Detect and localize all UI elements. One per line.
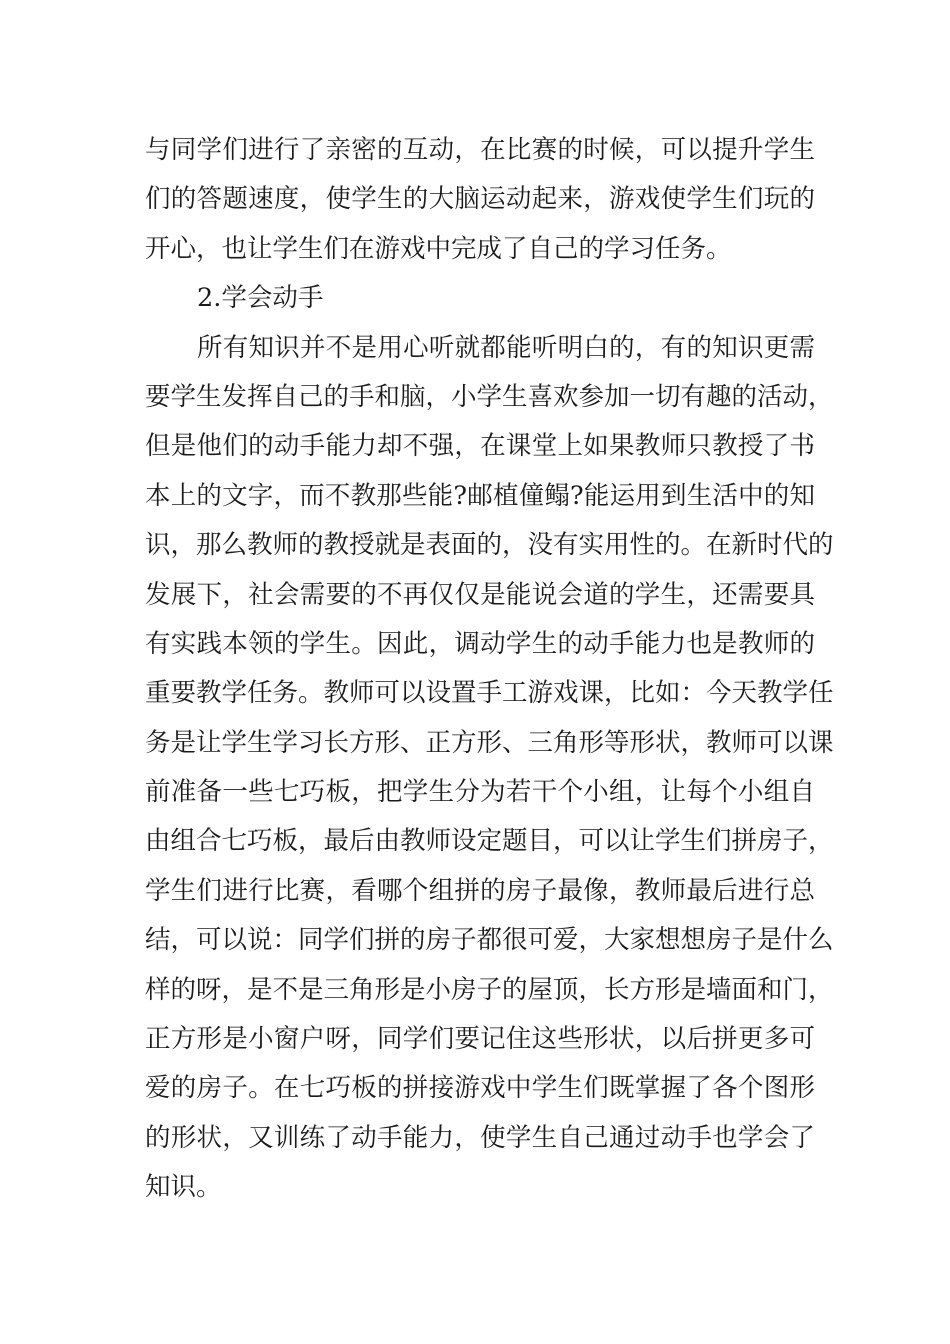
text-line: 发展下，社会需要的不再仅仅是能说会道的学生，还需要具 [145,579,815,610]
text-line: 样的呀，是不是三角形是小房子的屋顶，长方形是墙面和门， [145,974,834,1005]
text-line: 们的答题速度，使学生的大脑运动起来，游戏使学生们玩的 [145,184,815,215]
text-line: 前准备一些七巧板，把学生分为若干个小组，让每个小组自 [145,777,815,808]
body-text [145,126,834,1213]
text-line: 但是他们的动手能力却不强，在课堂上如果教师只教授了书 [145,431,815,462]
text-line: 识，那么教师的教授就是表面的，没有实用性的。在新时代的 [145,530,834,561]
heading-text: 2.学会动手 [197,283,324,314]
text-line: 由组合七巧板，最后由教师设定题目，可以让学生们拼房子， [145,826,834,857]
text-line: 的形状，又训练了动手能力，使学生自己通过动手也学会了 [145,1122,815,1153]
text-line: 结，可以说：同学们拼的房子都很可爱，大家想想房子是什么 [145,925,834,956]
paragraph-2 [145,324,834,1213]
text-line: 正方形是小窗户呀，同学们要记住这些形状，以后拼更多可 [145,1024,815,1055]
text-line: 本上的文字，而不教那些能?邮植僮鳎?能运用到生活中的知 [145,480,815,511]
text-line: 所有知识并不是用心听就都能听明白的，有的知识更需 [197,332,815,363]
text-line: 务是让学生学习长方形、正方形、三角形等形状，教师可以课 [145,727,834,758]
text-line: 有实践本领的学生。因此，调动学生的动手能力也是教师的 [145,628,815,659]
text-line: 知识。 [145,1172,222,1203]
text-line: 开心，也让学生们在游戏中完成了自己的学习任务。 [145,233,732,264]
paragraph-1 [145,126,815,274]
text-line: 重要教学任务。教师可以设置手工游戏课，比如：今天教学任 [145,678,834,709]
text-line: 与同学们进行了亲密的互动，在比赛的时候，可以提升学生 [145,135,815,165]
text-line: 爱的房子。在七巧板的拼接游戏中学生们既掌握了各个图形 [145,1073,815,1104]
section-heading [145,274,815,323]
text-line: 要学生发挥自己的手和脑，小学生喜欢参加一切有趣的活动， [145,381,834,412]
text-line: 学生们进行比赛，看哪个组拼的房子最像，教师最后进行总 [145,875,815,906]
